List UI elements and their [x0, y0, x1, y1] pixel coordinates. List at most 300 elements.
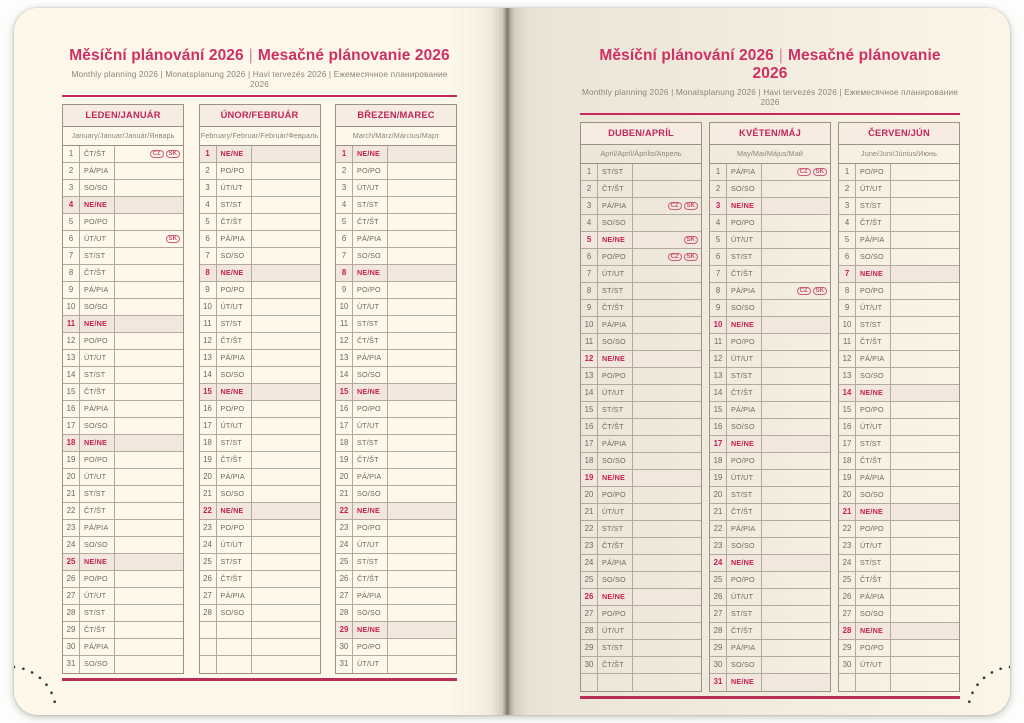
day-number: 3 [336, 180, 353, 196]
day-number: 21 [200, 486, 217, 502]
day-number: 22 [336, 503, 353, 519]
day-row [839, 215, 959, 232]
weekday-abbr: SO/SO [80, 656, 115, 673]
notes-cell [891, 453, 959, 469]
day-number: 27 [839, 606, 856, 622]
day-row [200, 452, 320, 469]
day-number: 28 [581, 623, 598, 639]
cz-holiday-badge: CZ [797, 287, 811, 295]
weekday-abbr: SO/SO [856, 368, 891, 384]
notes-cell [762, 198, 830, 214]
title-slovak: Mesačné plánovanie 2026 [257, 47, 450, 64]
weekday-abbr: ST/ST [598, 164, 633, 180]
empty-day-number [200, 639, 217, 655]
day-number: 4 [839, 215, 856, 231]
day-row [63, 605, 183, 622]
weekday-abbr: ÚT/UT [856, 181, 891, 197]
notes-cell [252, 520, 320, 536]
notes-cell [388, 367, 456, 383]
weekday-abbr: SO/SO [80, 180, 115, 196]
weekday-abbr: PO/PO [598, 606, 633, 622]
empty-notes-cell [633, 674, 701, 691]
notes-cell [252, 367, 320, 383]
weekday-abbr: ST/ST [80, 605, 115, 621]
notes-cell [252, 265, 320, 281]
day-row [336, 605, 456, 622]
day-row [200, 554, 320, 571]
day-number: 29 [581, 640, 598, 656]
day-number: 25 [336, 554, 353, 570]
day-number: 22 [63, 503, 80, 519]
weekday-abbr: PÁ/PIA [353, 469, 388, 485]
day-number: 21 [63, 486, 80, 502]
day-row [200, 197, 320, 214]
day-row [839, 351, 959, 368]
notes-cell [762, 470, 830, 486]
day-row [63, 163, 183, 180]
weekday-abbr: PO/PO [727, 453, 762, 469]
month-subtitle: March/März/Március/Март [336, 127, 456, 146]
day-row [581, 300, 701, 317]
weekday-abbr: NE/NE [727, 436, 762, 452]
weekday-abbr: ST/ST [598, 402, 633, 418]
weekday-abbr: PO/PO [353, 520, 388, 536]
notes-cell [115, 622, 183, 638]
day-row [710, 453, 830, 470]
day-row [710, 198, 830, 215]
notes-cell [891, 402, 959, 418]
notes-cell [115, 452, 183, 468]
weekday-abbr: PO/PO [727, 215, 762, 231]
notes-cell [762, 351, 830, 367]
weekday-abbr: NE/NE [353, 503, 388, 519]
day-row [63, 656, 183, 673]
weekday-abbr: ÚT/UT [217, 418, 252, 434]
day-row [581, 606, 701, 623]
day-row [581, 215, 701, 232]
day-row [63, 537, 183, 554]
notes-cell [762, 436, 830, 452]
weekday-abbr: PO/PO [598, 487, 633, 503]
day-row [710, 351, 830, 368]
weekday-abbr: SO/SO [598, 334, 633, 350]
empty-row [581, 674, 701, 691]
title-separator: | [778, 47, 784, 64]
day-row [336, 537, 456, 554]
weekday-abbr: ČT/ŠT [80, 265, 115, 281]
notes-cell [762, 215, 830, 231]
sk-holiday-badge: SK [166, 150, 180, 158]
day-number: 5 [710, 232, 727, 248]
notes-cell [633, 572, 701, 588]
day-row [336, 180, 456, 197]
weekday-abbr: PÁ/PIA [217, 231, 252, 247]
day-number: 19 [710, 470, 727, 486]
day-row [200, 163, 320, 180]
day-row [839, 555, 959, 572]
weekday-abbr: PO/PO [353, 163, 388, 179]
day-number: 28 [63, 605, 80, 621]
weekday-abbr: PÁ/PIA [80, 282, 115, 298]
day-row [839, 266, 959, 283]
notes-cell [252, 384, 320, 400]
weekday-abbr: SO/SO [353, 248, 388, 264]
day-row [839, 249, 959, 266]
title-separator: | [248, 47, 253, 64]
day-row [839, 402, 959, 419]
bottom-rule [62, 678, 457, 681]
notes-cell [115, 401, 183, 417]
day-number: 24 [839, 555, 856, 571]
notes-cell [633, 266, 701, 282]
day-number: 22 [710, 521, 727, 537]
day-row [710, 317, 830, 334]
sk-holiday-badge: SK [813, 287, 827, 295]
month-header: ČERVEN/JÚN [839, 123, 959, 145]
weekday-abbr: ÚT/UT [217, 537, 252, 553]
weekday-abbr: ST/ST [727, 487, 762, 503]
month-table-april [580, 122, 702, 692]
weekday-abbr: ST/ST [727, 249, 762, 265]
day-number: 15 [63, 384, 80, 400]
day-number: 12 [336, 333, 353, 349]
weekday-abbr: ST/ST [217, 554, 252, 570]
day-number: 24 [710, 555, 727, 571]
weekday-abbr: NE/NE [856, 266, 891, 282]
notes-cell [388, 180, 456, 196]
notes-cell [633, 640, 701, 656]
day-row [200, 316, 320, 333]
notes-cell [252, 163, 320, 179]
notes-cell [252, 503, 320, 519]
day-row [200, 214, 320, 231]
day-row [710, 164, 830, 181]
month-subtitle: April/April/Április/Апрель [581, 145, 701, 164]
day-row [200, 418, 320, 435]
notes-cell [891, 181, 959, 197]
day-number: 17 [200, 418, 217, 434]
day-number: 9 [200, 282, 217, 298]
weekday-abbr: ČT/ŠT [856, 215, 891, 231]
day-number: 18 [839, 453, 856, 469]
weekday-abbr: ÚT/UT [80, 469, 115, 485]
notes-cell [762, 538, 830, 554]
notes-cell [762, 300, 830, 316]
day-number: 24 [581, 555, 598, 571]
notes-cell [633, 164, 701, 180]
empty-weekday [217, 639, 252, 655]
weekday-abbr: NE/NE [217, 384, 252, 400]
notes-cell [252, 469, 320, 485]
weekday-abbr: SO/SO [856, 249, 891, 265]
day-number: 21 [710, 504, 727, 520]
day-row [839, 487, 959, 504]
day-number: 19 [63, 452, 80, 468]
day-row [63, 248, 183, 265]
month-grid [62, 104, 457, 674]
notes-cell [762, 334, 830, 350]
day-row [581, 555, 701, 572]
day-number: 23 [336, 520, 353, 536]
day-number: 11 [336, 316, 353, 332]
notes-cell [762, 317, 830, 333]
weekday-abbr: SO/SO [727, 300, 762, 316]
weekday-abbr: ST/ST [80, 367, 115, 383]
page-subtitle: Monthly planning 2026 | Monatsplanung 2026 | Havi tervezés 2026 | Ежемесячное планирование 2026 [71, 69, 448, 89]
weekday-abbr: SO/SO [217, 486, 252, 502]
notes-cell [388, 435, 456, 451]
notes-cell [762, 402, 830, 418]
month-subtitle: February/Februar/Február/Февраль [200, 127, 320, 146]
notes-cell [762, 232, 830, 248]
weekday-abbr: PO/PO [856, 640, 891, 656]
notes-cell [891, 657, 959, 673]
weekday-abbr: SO/SO [80, 537, 115, 553]
day-number: 20 [710, 487, 727, 503]
day-row [710, 334, 830, 351]
day-number: 27 [63, 588, 80, 604]
day-row [581, 657, 701, 674]
day-number: 2 [200, 163, 217, 179]
notes-cell [762, 385, 830, 401]
day-row [200, 180, 320, 197]
day-number: 27 [336, 588, 353, 604]
day-number: 4 [63, 197, 80, 213]
weekday-abbr: ÚT/UT [353, 537, 388, 553]
notes-cell [633, 300, 701, 316]
weekday-abbr: ÚT/UT [80, 231, 115, 247]
notes-cell [115, 146, 183, 162]
day-number: 3 [839, 198, 856, 214]
day-row [63, 350, 183, 367]
day-row [336, 503, 456, 520]
day-row [839, 198, 959, 215]
day-number: 23 [839, 538, 856, 554]
empty-notes-cell [252, 622, 320, 638]
weekday-abbr: ST/ST [598, 521, 633, 537]
weekday-abbr: ST/ST [727, 368, 762, 384]
notes-cell [115, 214, 183, 230]
weekday-abbr: ÚT/UT [598, 385, 633, 401]
day-row [710, 181, 830, 198]
notes-cell [388, 265, 456, 281]
day-row [710, 232, 830, 249]
day-number: 1 [710, 164, 727, 180]
day-number: 3 [581, 198, 598, 214]
day-number: 25 [581, 572, 598, 588]
day-number: 5 [839, 232, 856, 248]
weekday-abbr: ST/ST [856, 317, 891, 333]
cz-holiday-badge: CZ [797, 168, 811, 176]
notes-cell [115, 248, 183, 264]
day-row [336, 622, 456, 639]
day-number: 2 [710, 181, 727, 197]
day-row [581, 623, 701, 640]
notes-cell [115, 418, 183, 434]
weekday-abbr: ČT/ŠT [598, 181, 633, 197]
cz-holiday-badge: CZ [668, 202, 682, 210]
weekday-abbr: ST/ST [80, 486, 115, 502]
empty-weekday [598, 674, 633, 691]
title-rule [580, 113, 960, 115]
day-row [710, 606, 830, 623]
notes-cell [252, 214, 320, 230]
notes-cell [252, 401, 320, 417]
day-number: 6 [710, 249, 727, 265]
day-row [581, 283, 701, 300]
day-number: 15 [710, 402, 727, 418]
cz-holiday-badge: CZ [668, 253, 682, 261]
notes-cell [115, 299, 183, 315]
empty-weekday [856, 674, 891, 691]
weekday-abbr: ÚT/UT [80, 588, 115, 604]
notes-cell [115, 384, 183, 400]
weekday-abbr: ÚT/UT [217, 180, 252, 196]
weekday-abbr: SO/SO [598, 453, 633, 469]
weekday-abbr: ČT/ŠT [856, 334, 891, 350]
empty-day-number [839, 674, 856, 691]
notes-cell [762, 504, 830, 520]
day-row [710, 640, 830, 657]
weekday-abbr: NE/NE [217, 265, 252, 281]
day-number: 24 [63, 537, 80, 553]
day-row [710, 470, 830, 487]
notes-cell [115, 163, 183, 179]
day-row [710, 436, 830, 453]
weekday-abbr: ÚT/UT [598, 623, 633, 639]
day-row [200, 537, 320, 554]
weekday-abbr: NE/NE [856, 504, 891, 520]
notes-cell [633, 334, 701, 350]
day-row [839, 589, 959, 606]
left-page [14, 8, 507, 715]
weekday-abbr: PO/PO [856, 283, 891, 299]
notes-cell [388, 520, 456, 536]
notes-cell [388, 537, 456, 553]
day-number: 1 [839, 164, 856, 180]
notes-cell [252, 248, 320, 264]
day-number: 19 [839, 470, 856, 486]
day-number: 13 [63, 350, 80, 366]
weekday-abbr: ÚT/UT [80, 350, 115, 366]
notes-cell [115, 316, 183, 332]
notes-cell [115, 265, 183, 281]
day-number: 19 [581, 470, 598, 486]
day-row [839, 623, 959, 640]
notes-cell [115, 537, 183, 553]
empty-row [200, 622, 320, 639]
notes-cell [252, 197, 320, 213]
notes-cell [891, 266, 959, 282]
day-number: 8 [336, 265, 353, 281]
notes-cell [891, 589, 959, 605]
day-number: 28 [336, 605, 353, 621]
day-row [710, 266, 830, 283]
day-number: 16 [839, 419, 856, 435]
notes-cell [633, 419, 701, 435]
day-row [336, 333, 456, 350]
month-table-june [838, 122, 960, 692]
sk-holiday-badge: SK [166, 235, 180, 243]
notes-cell [633, 232, 701, 248]
day-number: 31 [710, 674, 727, 691]
day-row [581, 351, 701, 368]
notes-cell [633, 368, 701, 384]
day-row [63, 639, 183, 656]
weekday-abbr: ÚT/UT [598, 504, 633, 520]
notes-cell [891, 623, 959, 639]
day-row [839, 606, 959, 623]
day-row [336, 248, 456, 265]
day-row [839, 436, 959, 453]
day-number: 5 [336, 214, 353, 230]
day-row [839, 164, 959, 181]
notes-cell [891, 164, 959, 180]
day-number: 16 [200, 401, 217, 417]
weekday-abbr: PÁ/PIA [353, 350, 388, 366]
notes-cell [388, 622, 456, 638]
day-number: 29 [336, 622, 353, 638]
weekday-abbr: NE/NE [727, 198, 762, 214]
day-row [200, 248, 320, 265]
day-number: 15 [581, 402, 598, 418]
notes-cell [633, 249, 701, 265]
day-number: 5 [581, 232, 598, 248]
day-number: 21 [581, 504, 598, 520]
notes-cell [115, 333, 183, 349]
notes-cell [388, 316, 456, 332]
weekday-abbr: PÁ/PIA [80, 163, 115, 179]
weekday-abbr: PO/PO [856, 402, 891, 418]
weekday-abbr: ÚT/UT [353, 656, 388, 673]
weekday-abbr: SO/SO [856, 487, 891, 503]
day-row [839, 317, 959, 334]
day-row [336, 401, 456, 418]
weekday-abbr: NE/NE [80, 435, 115, 451]
weekday-abbr: ČT/ŠT [856, 453, 891, 469]
day-number: 2 [336, 163, 353, 179]
weekday-abbr: PÁ/PIA [727, 521, 762, 537]
weekday-abbr: PÁ/PIA [598, 317, 633, 333]
title-czech: Měsíční plánování 2026 [599, 47, 774, 64]
notes-cell [115, 503, 183, 519]
day-number: 27 [200, 588, 217, 604]
weekday-abbr: NE/NE [80, 316, 115, 332]
notes-cell [115, 197, 183, 213]
notes-cell [252, 418, 320, 434]
day-number: 26 [710, 589, 727, 605]
notes-cell [388, 605, 456, 621]
weekday-abbr: ST/ST [353, 197, 388, 213]
day-row [710, 572, 830, 589]
weekday-abbr: PÁ/PIA [727, 164, 762, 180]
day-number: 20 [63, 469, 80, 485]
day-number: 9 [581, 300, 598, 316]
notes-cell [633, 487, 701, 503]
notes-cell [633, 555, 701, 571]
day-number: 24 [336, 537, 353, 553]
notes-cell [891, 351, 959, 367]
day-number: 17 [336, 418, 353, 434]
weekday-abbr: PÁ/PIA [598, 198, 633, 214]
empty-weekday [217, 656, 252, 673]
day-number: 10 [839, 317, 856, 333]
day-row [839, 300, 959, 317]
day-row [839, 453, 959, 470]
day-number: 19 [336, 452, 353, 468]
weekday-abbr: PO/PO [80, 214, 115, 230]
day-number: 6 [581, 249, 598, 265]
